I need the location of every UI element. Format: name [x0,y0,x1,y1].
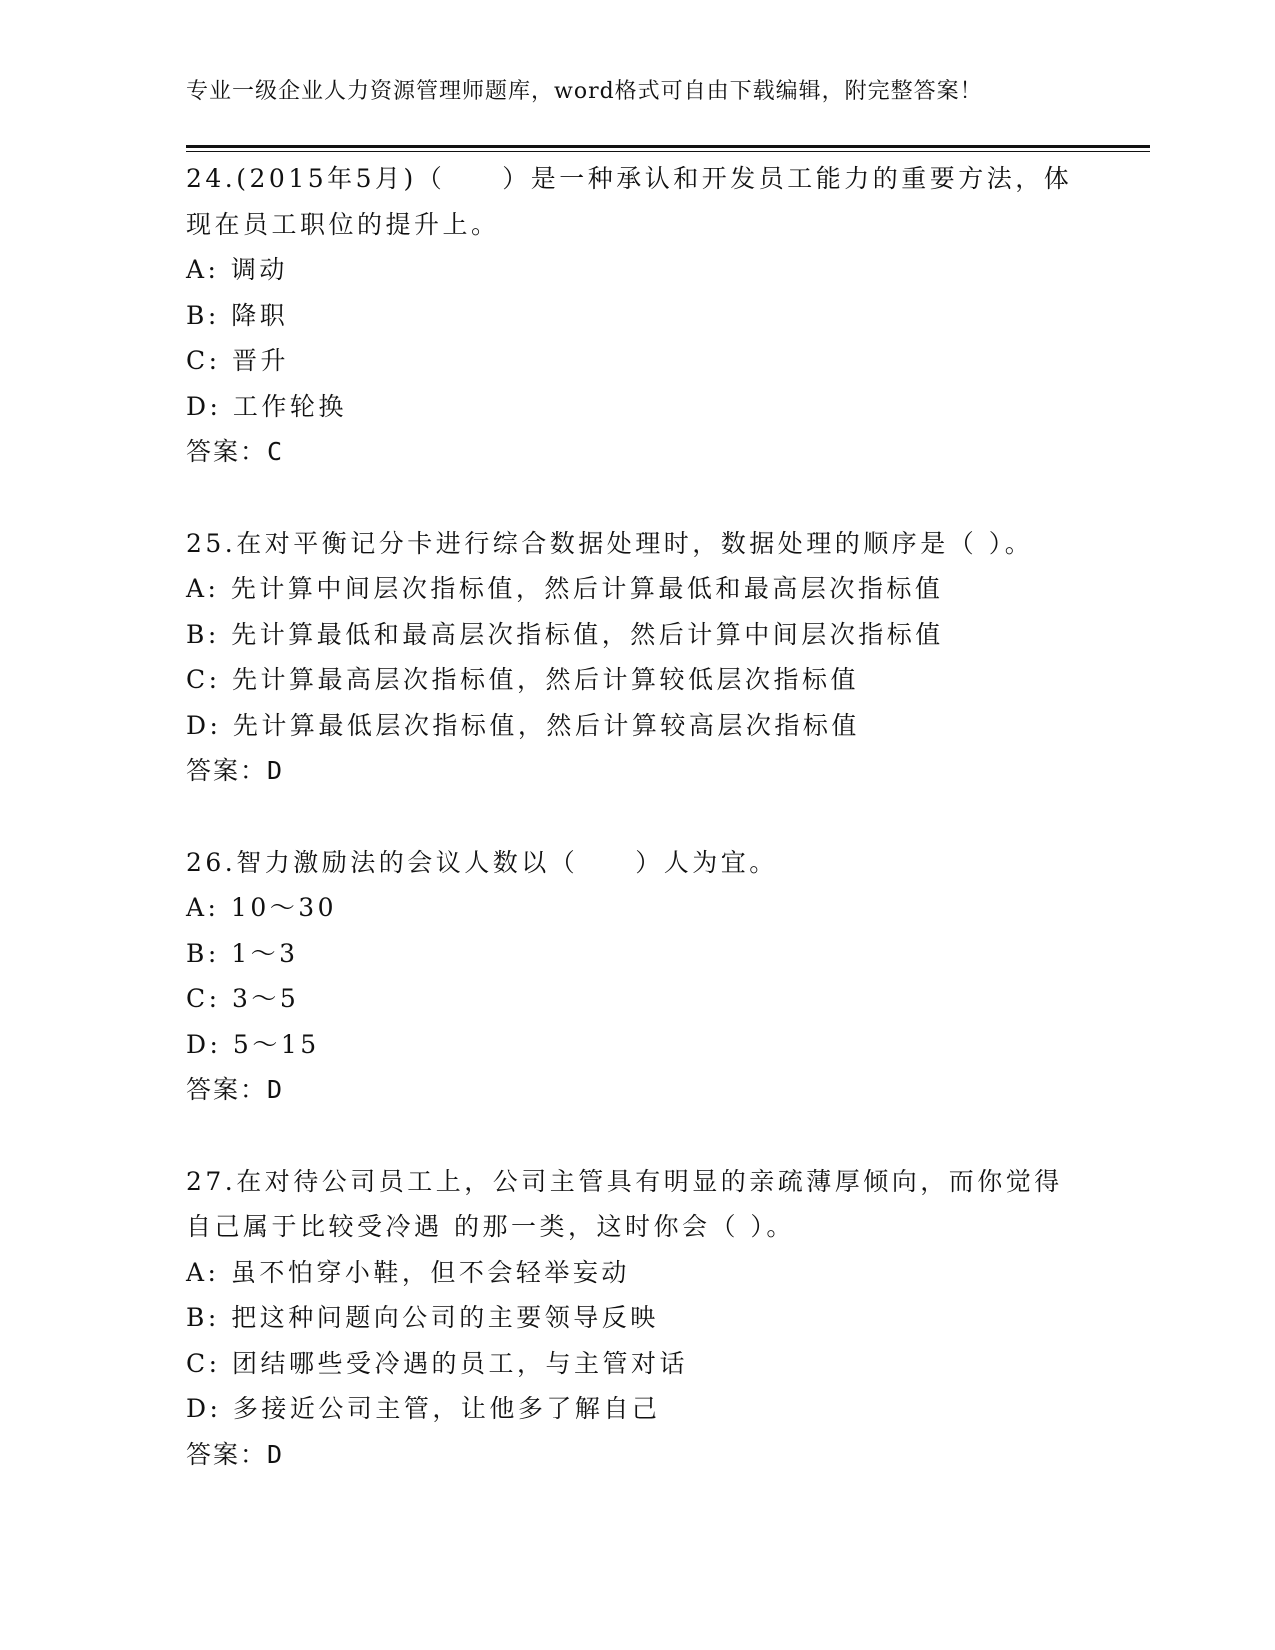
option-a: A: 10～30 [186,893,338,922]
answer [186,1432,1086,1478]
answer-label: 答案： [186,1075,268,1104]
answer-value: D [267,1075,283,1104]
answer-label: 答案： [186,756,268,785]
option-c: C: 团结哪些受冷遇的员工，与主管对话 [186,1348,688,1378]
question-26 [186,840,1086,1113]
question-stem-line: 26.智力激励法的会议人数以（ ）人为宜。 [186,847,778,877]
question-stem-line: 现在员工职位的提升上。 [186,209,500,239]
answer [186,1067,1086,1113]
question-24 [186,156,1086,475]
answer-label: 答案： [186,437,268,466]
option-c: C: 先计算最高层次指标值，然后计算较低层次指标值 [186,665,860,694]
option-a: A: 调动 [186,255,288,284]
option-d: D: 多接近公司主管，让他多了解自己 [186,1394,661,1423]
question-27 [186,1159,1086,1478]
question-25 [186,521,1086,794]
question-stem-line: 24.(2015年5月)（ ）是一种承认和开发员工能力的重要方法，体 [186,164,1073,193]
question-stem-line: 自己属于比较受冷遇 的那一类，这时你会（ ）。 [186,1212,795,1241]
option-b: B: 把这种问题向公司的主要领导反映 [186,1303,659,1332]
answer-value: D [267,1439,283,1469]
option-a: A: 先计算中间层次指标值，然后计算最低和最高层次指标值 [186,574,944,603]
option-d: D: 先计算最低层次指标值，然后计算较高层次指标值 [186,710,860,740]
answer [186,748,1086,794]
header-rule-thick [186,145,1150,148]
question-list [186,156,1086,1523]
option-a: A: 虽不怕穿小鞋，但不会轻举妄动 [186,1257,630,1287]
answer-label: 答案： [186,1439,268,1469]
answer [186,429,1086,475]
option-b: B: 降职 [186,300,289,330]
option-b: B: 先计算最低和最高层次指标值，然后计算中间层次指标值 [186,619,944,649]
option-c: C: 晋升 [186,346,289,375]
option-b: B: 1～3 [186,938,299,968]
header-rule-thin [186,151,1150,152]
answer-value: D [267,756,283,785]
page-header: 专业一级企业人力资源管理师题库，word格式可自由下载编辑，附完整答案！ [186,79,983,104]
option-d: D: 工作轮换 [186,391,347,421]
answer-value: C [267,437,283,466]
option-d: D: 5～15 [186,1029,320,1059]
option-c: C: 3～5 [186,984,300,1013]
question-stem-line: 25.在对平衡记分卡进行综合数据处理时，数据处理的顺序是（ ）。 [186,528,1034,558]
question-stem-line: 27.在对待公司员工上，公司主管具有明显的亲疏薄厚倾向，而你觉得 [186,1166,1063,1196]
